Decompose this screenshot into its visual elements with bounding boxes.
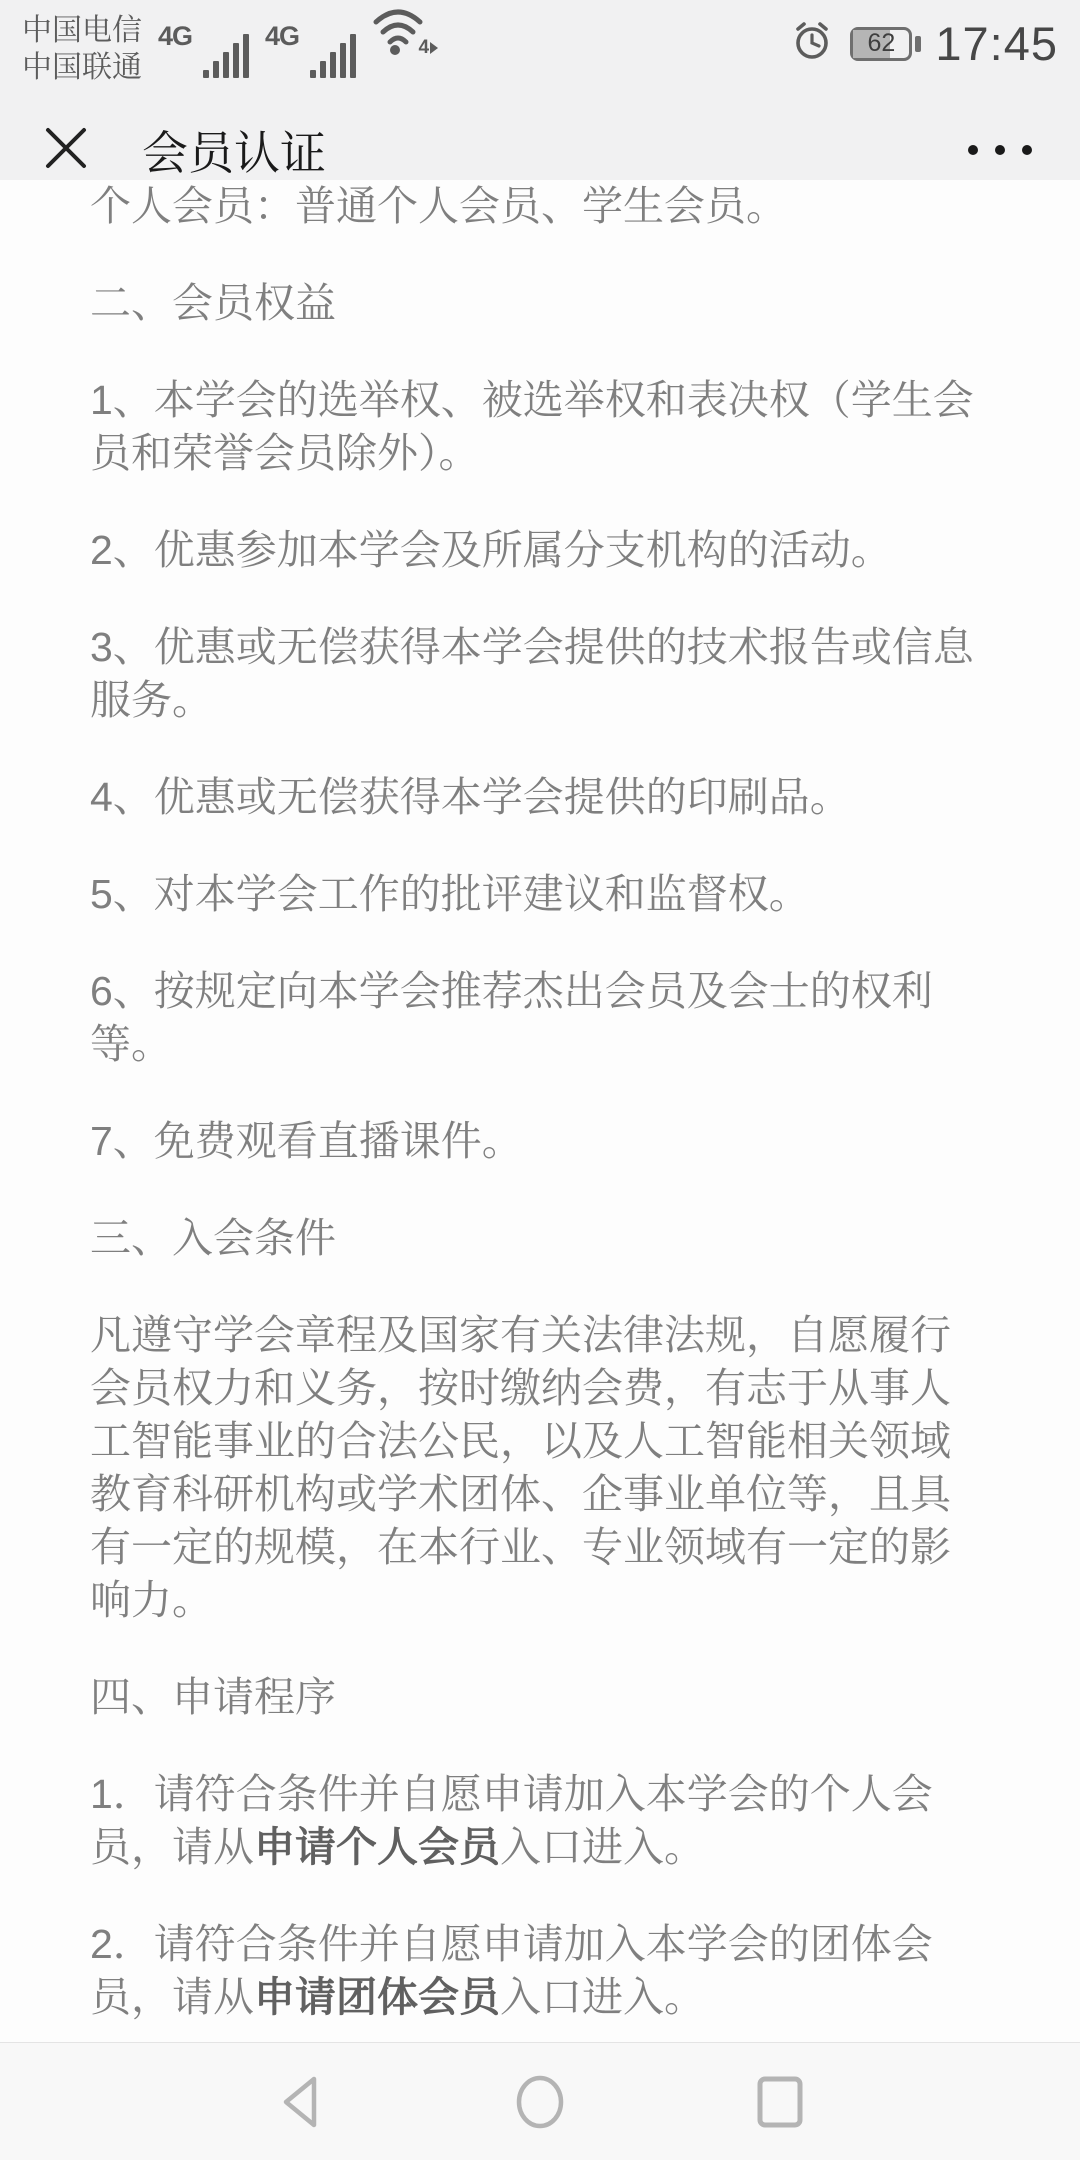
procedure-item-individual: 1．请符合条件并自愿申请加入本学会的个人会员，请从申请个人会员入口进入。 [90, 1771, 933, 1870]
carrier-1: 中国电信 [22, 14, 142, 47]
nav-home-icon[interactable] [510, 2072, 570, 2132]
android-nav-bar [0, 2042, 1080, 2160]
battery-icon [850, 27, 912, 61]
procedure-item-group: 2．请符合条件并自愿申请加入本学会的团体会员，请从申请团体会员入口进入。 [90, 1921, 933, 2020]
wifi-icon [370, 0, 434, 61]
section-heading-benefits: 二、会员权益 [90, 280, 336, 326]
carrier-2: 中国联通 [22, 51, 142, 84]
status-bar [0, 0, 1080, 95]
carrier-names [22, 0, 142, 86]
page-title: 会员认证 [142, 127, 326, 179]
bold-individual-entry: 申请个人会员 [254, 1824, 500, 1870]
conditions-paragraph: 凡遵守学会章程及国家有关法律法规，自愿履行会员权力和义务，按时缴纳会费，有志于从事人工智能事业的合法公民，以及人工智能相关领域教育科研机构或学术团体、企事业单位等，且具有一定的规模，在本行业、专业领域有一定的影响力。 [90, 1312, 951, 1623]
network-type-badge: 4G [158, 21, 193, 51]
signal-sim2 [265, 16, 356, 78]
battery-percent: 62 [867, 29, 896, 57]
wifi-generation-badge: 4 [418, 37, 438, 59]
status-time: 17:45 [935, 17, 1058, 70]
benefit-item: 1、本学会的选举权、被选举权和表决权（学生会员和荣誉会员除外）。 [90, 377, 974, 476]
signal-sim1 [158, 16, 249, 78]
section-heading-conditions: 三、入会条件 [90, 1215, 336, 1261]
signal-bars-icon [199, 34, 249, 78]
bold-group-entry: 申请团体会员 [254, 1974, 500, 2020]
nav-recents-icon[interactable] [750, 2072, 810, 2132]
network-type-badge: 4G [265, 21, 300, 51]
benefit-item: 4、优惠或无偿获得本学会提供的印刷品。 [90, 774, 851, 820]
nav-back-icon[interactable] [270, 2072, 330, 2132]
benefit-item: 7、免费观看直播课件。 [90, 1118, 523, 1164]
benefit-item: 2、优惠参加本学会及所属分支机构的活动。 [90, 527, 892, 573]
top-bar [0, 0, 1080, 205]
close-icon[interactable] [42, 124, 90, 177]
benefit-item: 5、对本学会工作的批评建议和监督权。 [90, 871, 810, 917]
alarm-icon [790, 19, 834, 68]
article-content[interactable] [0, 180, 1080, 2020]
benefit-item: 3、优惠或无偿获得本学会提供的技术报告或信息服务。 [90, 624, 974, 723]
status-bar-right [790, 0, 1058, 71]
clipped-top-line: 个人会员：普通个人会员、学生会员。 [90, 183, 787, 229]
section-heading-procedure: 四、申请程序 [90, 1674, 336, 1720]
benefit-item: 6、按规定向本学会推荐杰出会员及会士的权利等。 [90, 968, 933, 1067]
signal-bars-icon [306, 34, 356, 78]
more-menu-icon[interactable] [968, 145, 1038, 155]
battery-terminal [915, 36, 921, 52]
